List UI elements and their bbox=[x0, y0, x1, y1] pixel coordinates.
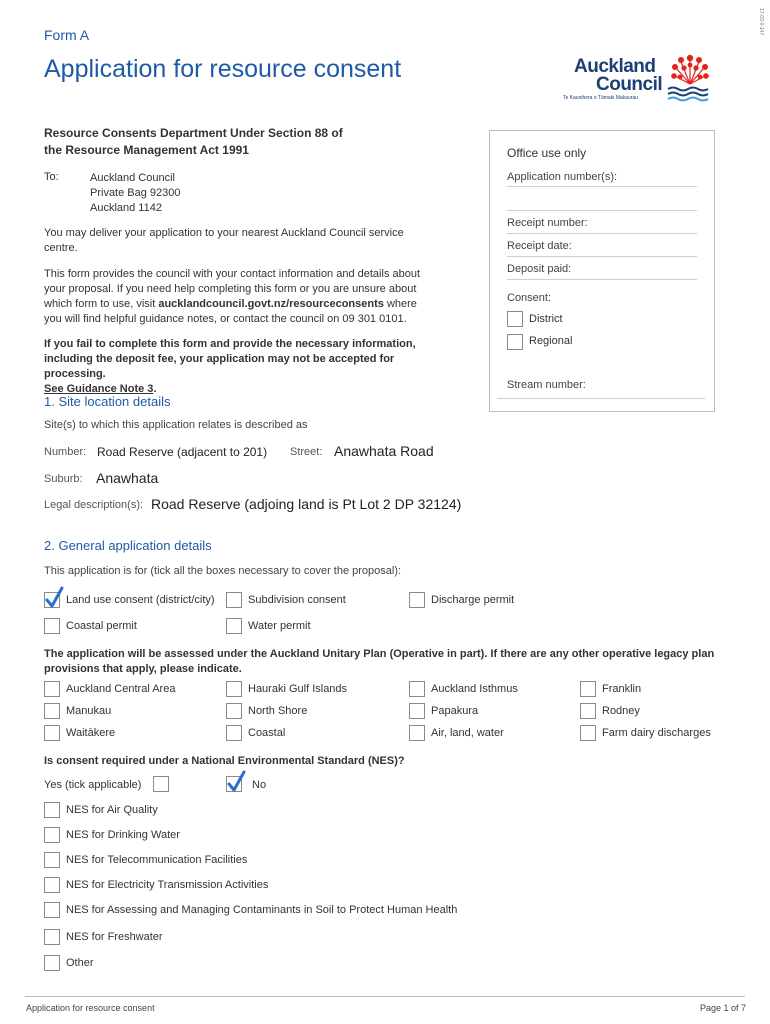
info-line-1: This form provides the council with your contact information and details about bbox=[44, 268, 421, 280]
plan-waitakere-checkbox[interactable] bbox=[44, 725, 60, 741]
nes-other-checkbox[interactable] bbox=[44, 955, 60, 971]
nes-contaminants-label: NES for Assessing and Managing Contaminants in Soil to Protect Human Health bbox=[66, 904, 458, 916]
water-permit-checkbox[interactable] bbox=[226, 618, 242, 634]
district-label: District bbox=[529, 313, 563, 325]
logo-word-council: Council bbox=[596, 74, 663, 95]
nes-freshwater-label: NES for Freshwater bbox=[66, 931, 163, 943]
info-line-3 bbox=[44, 297, 454, 312]
deliver-line-2: centre. bbox=[44, 242, 78, 254]
subdivision-consent-label: Subdivision consent bbox=[248, 594, 346, 606]
unitary-plan-question bbox=[44, 647, 724, 677]
nes-yes-label: Yes (tick applicable) bbox=[44, 779, 142, 791]
plan-rodney-label: Rodney bbox=[602, 705, 640, 717]
plan-north-shore-label: North Shore bbox=[248, 705, 308, 717]
application-number-line-2[interactable] bbox=[507, 210, 697, 211]
nes-telecom-checkbox[interactable] bbox=[44, 852, 60, 868]
nes-telecom-label: NES for Telecommunication Facilities bbox=[66, 854, 248, 866]
site-location-heading: 1. Site location details bbox=[44, 394, 171, 409]
land-use-consent-label: Land use consent (district/city) bbox=[66, 594, 215, 606]
nes-no-checkbox[interactable] bbox=[226, 776, 242, 792]
plan-papakura-label: Papakura bbox=[431, 705, 479, 717]
stream-number-label: Stream number: bbox=[507, 379, 586, 391]
application-number-line[interactable] bbox=[507, 186, 697, 187]
plan-auckland-central-label: Auckland Central Area bbox=[66, 683, 176, 695]
plan-farm-dairy-checkbox[interactable] bbox=[580, 725, 596, 741]
nes-air-quality-label: NES for Air Quality bbox=[66, 804, 158, 816]
suburb-field[interactable]: Anawhata bbox=[96, 470, 159, 486]
discharge-permit-label: Discharge permit bbox=[431, 594, 515, 606]
discharge-permit-checkbox[interactable] bbox=[409, 592, 425, 608]
nes-contaminants-checkbox[interactable] bbox=[44, 902, 60, 918]
coastal-permit-checkbox[interactable] bbox=[44, 618, 60, 634]
receipt-date-label: Receipt date: bbox=[507, 240, 572, 252]
guidance-note-link[interactable]: See Guidance Note 3 bbox=[44, 383, 154, 395]
plan-papakura-checkbox[interactable] bbox=[409, 703, 425, 719]
number-field[interactable]: Road Reserve (adjacent to 201) bbox=[97, 445, 268, 459]
nes-electricity-label: NES for Electricity Transmission Activities bbox=[66, 879, 269, 891]
info-line-3-start: which form to use, visit bbox=[44, 298, 159, 310]
plan-manukau-label: Manukau bbox=[66, 705, 112, 717]
receipt-number-label: Receipt number: bbox=[507, 217, 588, 229]
stream-number-line[interactable] bbox=[497, 398, 705, 399]
deliver-line-1: You may deliver your application to your nearest Auckland Council service bbox=[44, 227, 404, 239]
info-line-4: you will find helpful guidance notes, or contact the council on 09 301 0101. bbox=[44, 313, 407, 325]
suburb-label: Suburb: bbox=[44, 473, 83, 485]
number-label: Number: bbox=[44, 446, 87, 458]
unitary-plan-question-line-1: The application will be assessed under the Auckland Unitary Plan (Operative in part). If there are any other operative legacy plan bbox=[44, 648, 715, 660]
plan-air-land-water-label: Air, land, water bbox=[431, 727, 504, 739]
form-tag: Form A bbox=[44, 27, 90, 43]
unitary-plan-question-line-2: provisions that apply, please indicate. bbox=[44, 663, 242, 675]
page-title: Application for resource consent bbox=[44, 55, 402, 83]
plan-rodney-checkbox[interactable] bbox=[580, 703, 596, 719]
nes-air-quality-checkbox[interactable] bbox=[44, 802, 60, 818]
address-line-2: Private Bag 92300 bbox=[90, 187, 181, 199]
plan-auckland-isthmus-label: Auckland Isthmus bbox=[431, 683, 518, 695]
logo-tagline: Te Kaunihera o Tāmaki Makaurau bbox=[563, 95, 638, 101]
office-use-title: Office use only bbox=[507, 146, 587, 160]
regional-checkbox[interactable] bbox=[507, 334, 523, 350]
district-checkbox[interactable] bbox=[507, 311, 523, 327]
footer-doc-name: Application for resource consent bbox=[26, 1003, 155, 1013]
land-use-consent-checkbox[interactable] bbox=[44, 592, 60, 608]
logo-word-auckland: Auckland bbox=[574, 56, 656, 77]
plan-auckland-central-checkbox[interactable] bbox=[44, 681, 60, 697]
page-number: Page 1 of 7 bbox=[700, 1003, 747, 1013]
plan-waitakere-label: Waitākere bbox=[66, 727, 116, 739]
general-application-heading: 2. General application details bbox=[44, 538, 212, 553]
plan-manukau-checkbox[interactable] bbox=[44, 703, 60, 719]
nes-drinking-water-checkbox[interactable] bbox=[44, 827, 60, 843]
legal-description-label: Legal description(s): bbox=[44, 499, 144, 511]
department-heading-line-1: Resource Consents Department Under Section 88 of bbox=[44, 126, 343, 140]
plan-franklin-checkbox[interactable] bbox=[580, 681, 596, 697]
checkmark-icon bbox=[226, 770, 246, 792]
water-permit-label: Water permit bbox=[248, 620, 311, 632]
deposit-paid-line[interactable] bbox=[507, 279, 697, 280]
coastal-permit-label: Coastal permit bbox=[66, 620, 137, 632]
to-label: To: bbox=[44, 171, 59, 183]
street-label: Street: bbox=[290, 446, 323, 458]
deposit-paid-label: Deposit paid: bbox=[507, 263, 572, 275]
footer-divider bbox=[25, 996, 745, 997]
nes-yes-checkbox[interactable] bbox=[153, 776, 169, 792]
regional-label: Regional bbox=[529, 335, 573, 347]
department-heading-line-2: the Resource Management Act 1991 bbox=[44, 143, 249, 157]
nes-question: Is consent required under a National Environmental Standard (NES)? bbox=[44, 755, 405, 767]
plan-air-land-water-checkbox[interactable] bbox=[409, 725, 425, 741]
nes-electricity-checkbox[interactable] bbox=[44, 877, 60, 893]
checkmark-icon bbox=[44, 586, 64, 608]
street-field[interactable]: Anawhata Road bbox=[334, 443, 434, 459]
council-address bbox=[90, 171, 181, 216]
resource-consents-link[interactable]: aucklandcouncil.govt.nz/resourceconsents bbox=[158, 298, 384, 310]
warning-line-1: If you fail to complete this form and provide the necessary information, bbox=[44, 338, 416, 350]
receipt-number-line[interactable] bbox=[507, 233, 697, 234]
nes-drinking-water-label: NES for Drinking Water bbox=[66, 829, 180, 841]
plan-hauraki-gulf-checkbox[interactable] bbox=[226, 681, 242, 697]
plan-franklin-label: Franklin bbox=[602, 683, 642, 695]
plan-north-shore-checkbox[interactable] bbox=[226, 703, 242, 719]
plan-auckland-isthmus-checkbox[interactable] bbox=[409, 681, 425, 697]
department-heading bbox=[44, 125, 424, 159]
consent-label: Consent: bbox=[507, 292, 552, 304]
info-paragraph bbox=[44, 267, 454, 327]
warning-paragraph bbox=[44, 337, 454, 397]
subdivision-consent-checkbox[interactable] bbox=[226, 592, 242, 608]
nes-freshwater-checkbox[interactable] bbox=[44, 929, 60, 945]
plan-coastal-checkbox[interactable] bbox=[226, 725, 242, 741]
pohutukawa-flower-icon bbox=[664, 50, 716, 104]
plan-farm-dairy-label: Farm dairy discharges bbox=[602, 727, 711, 739]
nes-other-label: Other bbox=[66, 957, 94, 969]
application-for-text: This application is for (tick all the boxes necessary to cover the proposal): bbox=[44, 565, 402, 577]
receipt-date-line[interactable] bbox=[507, 256, 697, 257]
deliver-paragraph bbox=[44, 226, 454, 256]
document-code: 17-03-0-147 bbox=[758, 8, 764, 36]
legal-description-field[interactable]: Road Reserve (adjoing land is Pt Lot 2 DP 32124) bbox=[151, 496, 462, 512]
plan-coastal-label: Coastal bbox=[248, 727, 286, 739]
warning-period: . bbox=[153, 383, 157, 395]
info-line-3-end: where bbox=[383, 298, 417, 310]
address-line-3: Auckland 1142 bbox=[90, 202, 162, 214]
site-description-text: Site(s) to which this application relates is described as bbox=[44, 419, 308, 431]
application-number-label: Application number(s): bbox=[507, 171, 618, 183]
nes-no-label: No bbox=[252, 779, 267, 791]
info-line-2: your proposal. If you need help completing this form or you are unsure about bbox=[44, 283, 417, 295]
warning-line-2: including the deposit fee, your application may not be accepted for processing. bbox=[44, 353, 395, 380]
plan-hauraki-gulf-label: Hauraki Gulf Islands bbox=[248, 683, 348, 695]
address-line-1: Auckland Council bbox=[90, 172, 175, 184]
